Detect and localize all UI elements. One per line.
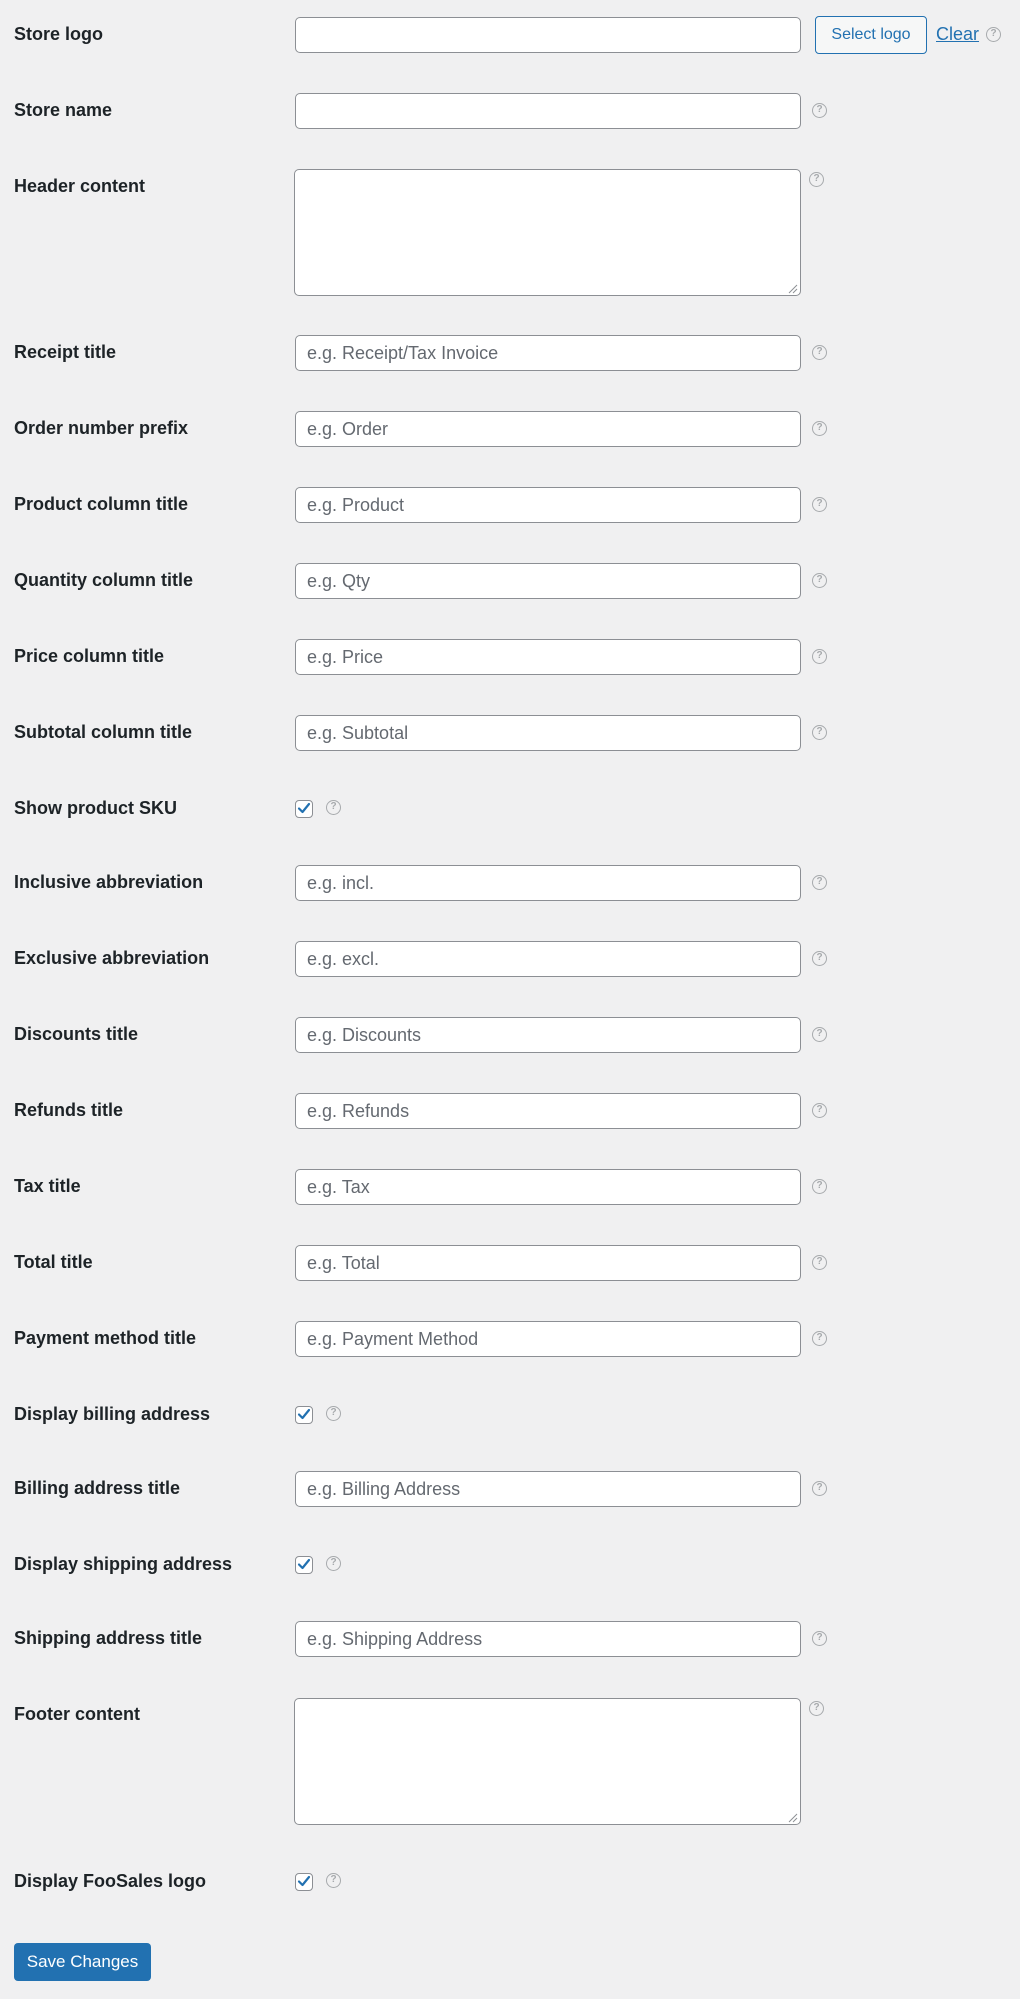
help-icon[interactable]: ? bbox=[326, 1873, 341, 1888]
display-foosales-logo-checkbox[interactable] bbox=[295, 1873, 313, 1891]
footer-content-label: Footer content bbox=[14, 1704, 140, 1724]
display-shipping-address-checkbox[interactable] bbox=[295, 1556, 313, 1574]
order-number-prefix-input[interactable] bbox=[295, 411, 801, 447]
quantity-column-title-input[interactable] bbox=[295, 563, 801, 599]
receipt-title-label: Receipt title bbox=[14, 342, 117, 362]
discounts-title-input[interactable] bbox=[295, 1017, 801, 1053]
footer-content-textarea[interactable] bbox=[294, 1698, 801, 1825]
billing-address-title-input[interactable] bbox=[295, 1471, 801, 1507]
help-icon[interactable]: ? bbox=[809, 1701, 824, 1716]
display-billing-address-label: Display billing address bbox=[14, 1404, 211, 1424]
help-icon[interactable]: ? bbox=[812, 497, 827, 512]
resize-grip-icon[interactable] bbox=[788, 1813, 798, 1823]
header-content-label: Header content bbox=[14, 176, 146, 196]
help-icon[interactable]: ? bbox=[812, 1331, 827, 1346]
inclusive-abbreviation-input[interactable] bbox=[295, 865, 801, 901]
help-icon[interactable]: ? bbox=[812, 951, 827, 966]
store-name-label: Store name bbox=[14, 100, 113, 120]
display-shipping-address-label: Display shipping address bbox=[14, 1554, 233, 1574]
select-logo-button[interactable]: Select logo bbox=[815, 16, 927, 54]
resize-grip-icon[interactable] bbox=[788, 284, 798, 294]
help-icon[interactable]: ? bbox=[812, 573, 827, 588]
clear-logo-link[interactable]: Clear bbox=[936, 24, 980, 44]
tax-title-input[interactable] bbox=[295, 1169, 801, 1205]
refunds-title-label: Refunds title bbox=[14, 1100, 124, 1120]
store-name-input[interactable] bbox=[295, 93, 801, 129]
shipping-address-title-input[interactable] bbox=[295, 1621, 801, 1657]
help-icon[interactable]: ? bbox=[326, 800, 341, 815]
receipt-title-input[interactable] bbox=[295, 335, 801, 371]
store-logo-input[interactable] bbox=[295, 17, 801, 53]
payment-method-title-label: Payment method title bbox=[14, 1328, 197, 1348]
price-column-title-label: Price column title bbox=[14, 646, 165, 666]
shipping-address-title-label: Shipping address title bbox=[14, 1628, 203, 1648]
help-icon[interactable]: ? bbox=[812, 103, 827, 118]
discounts-title-label: Discounts title bbox=[14, 1024, 139, 1044]
display-foosales-logo-label: Display FooSales logo bbox=[14, 1871, 207, 1891]
display-billing-address-checkbox[interactable] bbox=[295, 1406, 313, 1424]
price-column-title-input[interactable] bbox=[295, 639, 801, 675]
quantity-column-title-label: Quantity column title bbox=[14, 570, 194, 590]
help-icon[interactable]: ? bbox=[326, 1406, 341, 1421]
payment-method-title-input[interactable] bbox=[295, 1321, 801, 1357]
billing-address-title-label: Billing address title bbox=[14, 1478, 181, 1498]
header-content-textarea[interactable] bbox=[294, 169, 801, 296]
help-icon[interactable]: ? bbox=[809, 172, 824, 187]
help-icon[interactable]: ? bbox=[812, 1481, 827, 1496]
help-icon[interactable]: ? bbox=[812, 1179, 827, 1194]
help-icon[interactable]: ? bbox=[812, 875, 827, 890]
subtotal-column-title-label: Subtotal column title bbox=[14, 722, 192, 742]
help-icon[interactable]: ? bbox=[986, 27, 1001, 42]
store-logo-label: Store logo bbox=[14, 24, 103, 44]
help-icon[interactable]: ? bbox=[812, 1027, 827, 1042]
total-title-label: Total title bbox=[14, 1252, 93, 1272]
help-icon[interactable]: ? bbox=[812, 421, 827, 436]
checkmark-icon bbox=[297, 1874, 311, 1888]
help-icon[interactable]: ? bbox=[812, 1631, 827, 1646]
subtotal-column-title-input[interactable] bbox=[295, 715, 801, 751]
save-changes-button[interactable]: Save Changes bbox=[14, 1943, 151, 1981]
help-icon[interactable]: ? bbox=[812, 649, 827, 664]
product-column-title-input[interactable] bbox=[295, 487, 801, 523]
help-icon[interactable]: ? bbox=[812, 725, 827, 740]
help-icon[interactable]: ? bbox=[326, 1556, 341, 1571]
product-column-title-label: Product column title bbox=[14, 494, 189, 514]
order-number-prefix-label: Order number prefix bbox=[14, 418, 189, 438]
total-title-input[interactable] bbox=[295, 1245, 801, 1281]
checkmark-icon bbox=[297, 1557, 311, 1571]
help-icon[interactable]: ? bbox=[812, 1103, 827, 1118]
checkmark-icon bbox=[297, 801, 311, 815]
refunds-title-input[interactable] bbox=[295, 1093, 801, 1129]
exclusive-abbreviation-label: Exclusive abbreviation bbox=[14, 948, 210, 968]
inclusive-abbreviation-label: Inclusive abbreviation bbox=[14, 872, 204, 892]
help-icon[interactable]: ? bbox=[812, 1255, 827, 1270]
exclusive-abbreviation-input[interactable] bbox=[295, 941, 801, 977]
tax-title-label: Tax title bbox=[14, 1176, 81, 1196]
help-icon[interactable]: ? bbox=[812, 345, 827, 360]
show-product-sku-checkbox[interactable] bbox=[295, 800, 313, 818]
show-product-sku-label: Show product SKU bbox=[14, 798, 177, 818]
checkmark-icon bbox=[297, 1407, 311, 1421]
